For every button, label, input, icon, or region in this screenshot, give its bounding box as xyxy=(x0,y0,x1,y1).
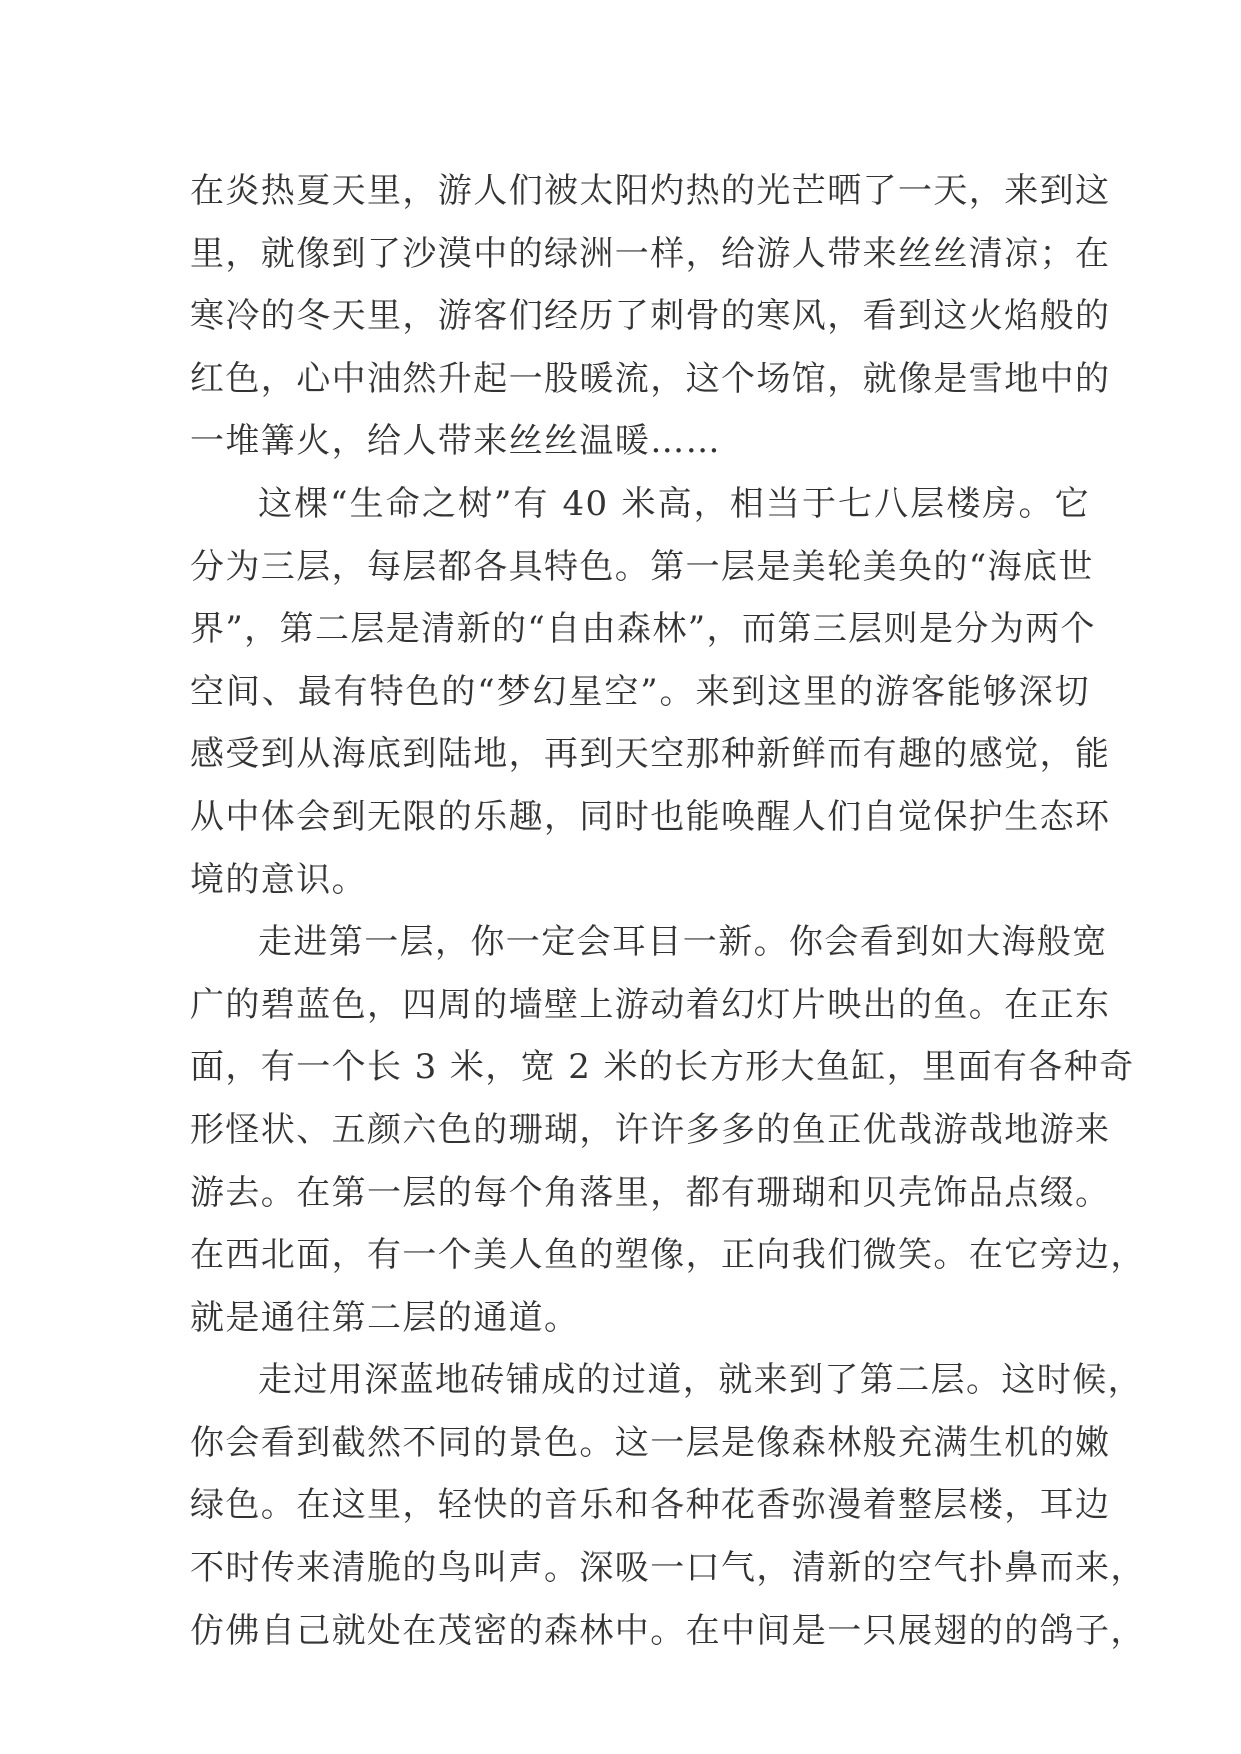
text-line: 走过用深蓝地砖铺成的过道，就来到了第二层。这时候， xyxy=(258,1360,1143,1401)
paragraph-2 xyxy=(190,473,1111,911)
text-line: 在西北面，有一个美人鱼的塑像，正向我们微笑。在它旁边， xyxy=(190,1235,1146,1276)
text-line: 面，有一个长 3 米，宽 2 米的长方形大鱼缸，里面有各种奇 xyxy=(190,1047,1135,1088)
text-line: 就是通往第二层的通道。 xyxy=(190,1297,580,1338)
text-line: 感受到从海底到陆地，再到天空那种新鲜而有趣的感觉，能 xyxy=(190,734,1111,775)
text-line: 界”，第二层是清新的“自由森林”，而第三层则是分为两个 xyxy=(190,609,1096,650)
text-line: 不时传来清脆的鸟叫声。深吸一口气，清新的空气扑鼻而来， xyxy=(190,1548,1146,1589)
text-line: 空间、最有特色的“梦幻星空”。来到这里的游客能够深切 xyxy=(190,671,1090,712)
text-line: 寒冷的冬天里，游客们经历了刺骨的寒风，看到这火焰般的 xyxy=(190,296,1111,337)
text-line: 仿佛自己就处在茂密的森林中。在中间是一只展翅的的鸽子， xyxy=(190,1610,1146,1651)
text-line: 分为三层，每层都各具特色。第一层是美轮美奂的“海底世 xyxy=(190,546,1094,587)
body-text xyxy=(190,160,1146,1662)
paragraph-4 xyxy=(190,1349,1146,1662)
text-line: 广的碧蓝色，四周的墙壁上游动着幻灯片映出的鱼。在正东 xyxy=(190,984,1111,1025)
text-line: 走进第一层，你一定会耳目一新。你会看到如大海般宽 xyxy=(258,922,1108,963)
paragraph-3 xyxy=(190,911,1146,1349)
text-line: 红色，心中油然升起一股暖流，这个场馆，就像是雪地中的 xyxy=(190,358,1111,399)
text-line: 一堆篝火，给人带来丝丝温暖…… xyxy=(190,421,721,462)
text-line: 游去。在第一层的每个角落里，都有珊瑚和贝壳饰品点缀。 xyxy=(190,1172,1111,1213)
text-line: 从中体会到无限的乐趣，同时也能唤醒人们自觉保护生态环 xyxy=(190,796,1111,837)
text-line: 这棵“生命之树”有 40 米高，相当于七八层楼房。它 xyxy=(258,483,1090,524)
text-line: 里，就像到了沙漠中的绿洲一样，给游人带来丝丝清凉；在 xyxy=(190,233,1111,274)
text-line: 形怪状、五颜六色的珊瑚，许许多多的鱼正优哉游哉地游来 xyxy=(190,1109,1111,1150)
text-line: 境的意识。 xyxy=(190,859,367,900)
paragraph-1 xyxy=(190,160,1111,473)
text-line: 绿色。在这里，轻快的音乐和各种花香弥漫着整层楼，耳边 xyxy=(190,1485,1111,1526)
text-line: 你会看到截然不同的景色。这一层是像森林般充满生机的嫩 xyxy=(190,1422,1111,1463)
text-line: 在炎热夏天里，游人们被太阳灼热的光芒晒了一天，来到这 xyxy=(190,171,1111,211)
